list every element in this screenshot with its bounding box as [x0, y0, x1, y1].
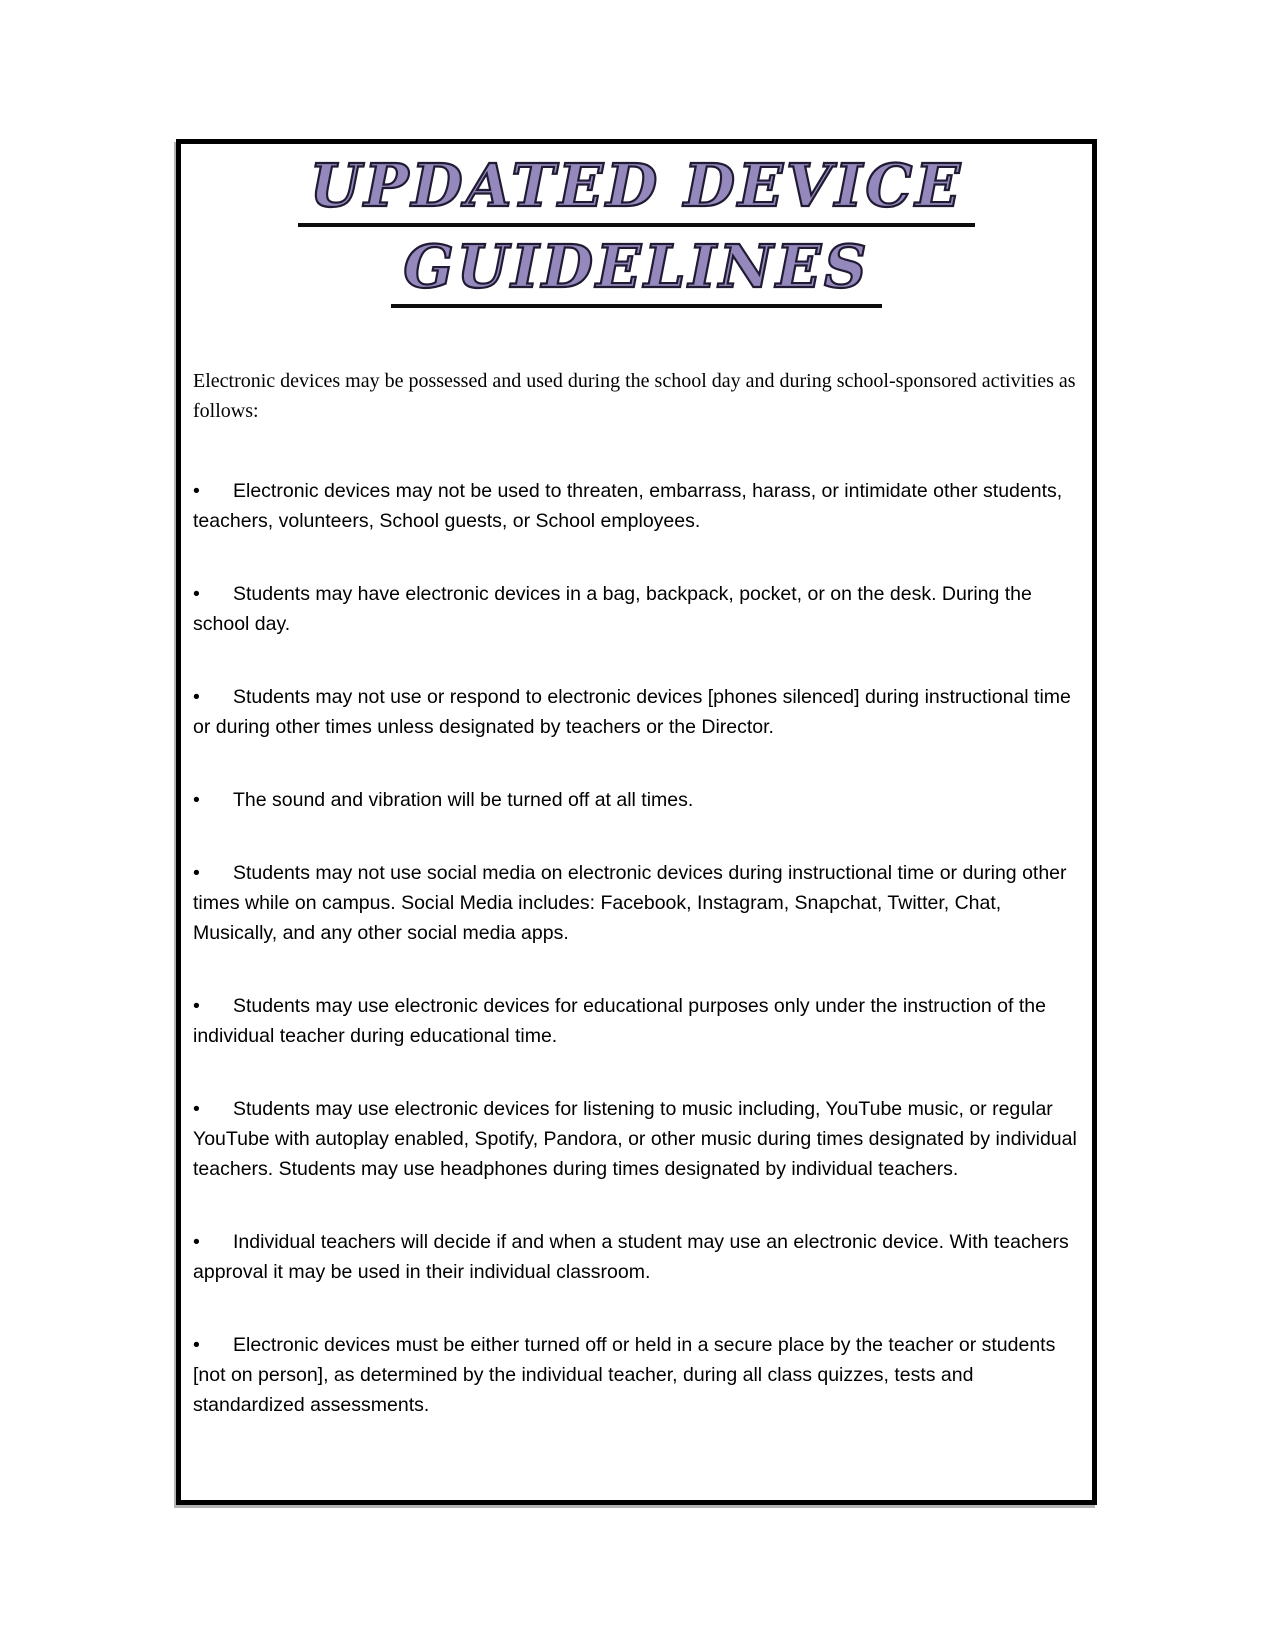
bullet-text: Students may not use or respond to electronic devices [phones silenced] during instructional time or during other times unless designated by teachers or the Director.	[193, 686, 1071, 738]
title-line-2: GUIDELINES	[391, 234, 881, 308]
intro-paragraph: Electronic devices may be possessed and used during the school day and during school-sponsored activities as follows:	[193, 370, 1076, 422]
bullet-text: Individual teachers will decide if and when a student may use an electronic device. With teachers approval it may be used in their individual classroom.	[193, 1231, 1069, 1283]
bullet-icon: •	[193, 789, 200, 811]
bullet-list	[193, 476, 1080, 1420]
bullet-item	[193, 476, 1080, 536]
bullet-item	[193, 1330, 1080, 1420]
bullet-icon: •	[193, 480, 200, 502]
title-row-1	[193, 153, 1080, 227]
bullet-item	[193, 858, 1080, 948]
bullet-text: Students may use electronic devices for educational purposes only under the instruction of the individual teacher during educational time.	[193, 995, 1046, 1047]
bullet-item	[193, 682, 1080, 742]
bullet-text: Electronic devices must be either turned off or held in a secure place by the teacher or students [not on person], as determined by the individual teacher, during all class quizzes, tests and standardized assessments.	[193, 1334, 1056, 1416]
bullet-item	[193, 579, 1080, 639]
bullet-text: Electronic devices may not be used to threaten, embarrass, harass, or intimidate other students, teachers, volunteers, School guests, or School employees.	[193, 480, 1063, 532]
bullet-item	[193, 991, 1080, 1051]
title-row-2	[193, 234, 1080, 308]
bullet-text: The sound and vibration will be turned off at all times.	[233, 789, 694, 811]
bullet-item	[193, 1094, 1080, 1184]
bullet-icon: •	[193, 1231, 200, 1253]
bullet-item	[193, 785, 1080, 815]
bullet-icon: •	[193, 1334, 200, 1356]
bullet-item	[193, 1227, 1080, 1287]
document-border-box	[176, 139, 1097, 1505]
bullet-text: Students may have electronic devices in a bag, backpack, pocket, or on the desk. During the school day.	[193, 583, 1032, 635]
bullet-text: Students may use electronic devices for listening to music including, YouTube music, or regular YouTube with autoplay enabled, Spotify, Pandora, or other music during times designated by individual teachers. Students may use headphones during times designated by individual teachers.	[193, 1098, 1077, 1180]
bullet-icon: •	[193, 862, 200, 884]
bullet-text: Students may not use social media on electronic devices during instructional time or during other times while on campus. Social Media includes: Facebook, Instagram, Snapchat, Twitter, Chat, Musically, and any other social media apps.	[193, 862, 1067, 944]
bullet-icon: •	[193, 1098, 200, 1120]
page-title	[193, 153, 1080, 308]
bullet-icon: •	[193, 995, 200, 1017]
bullet-icon: •	[193, 686, 200, 708]
title-line-1: UPDATED DEVICE	[298, 153, 976, 227]
bullet-icon: •	[193, 583, 200, 605]
